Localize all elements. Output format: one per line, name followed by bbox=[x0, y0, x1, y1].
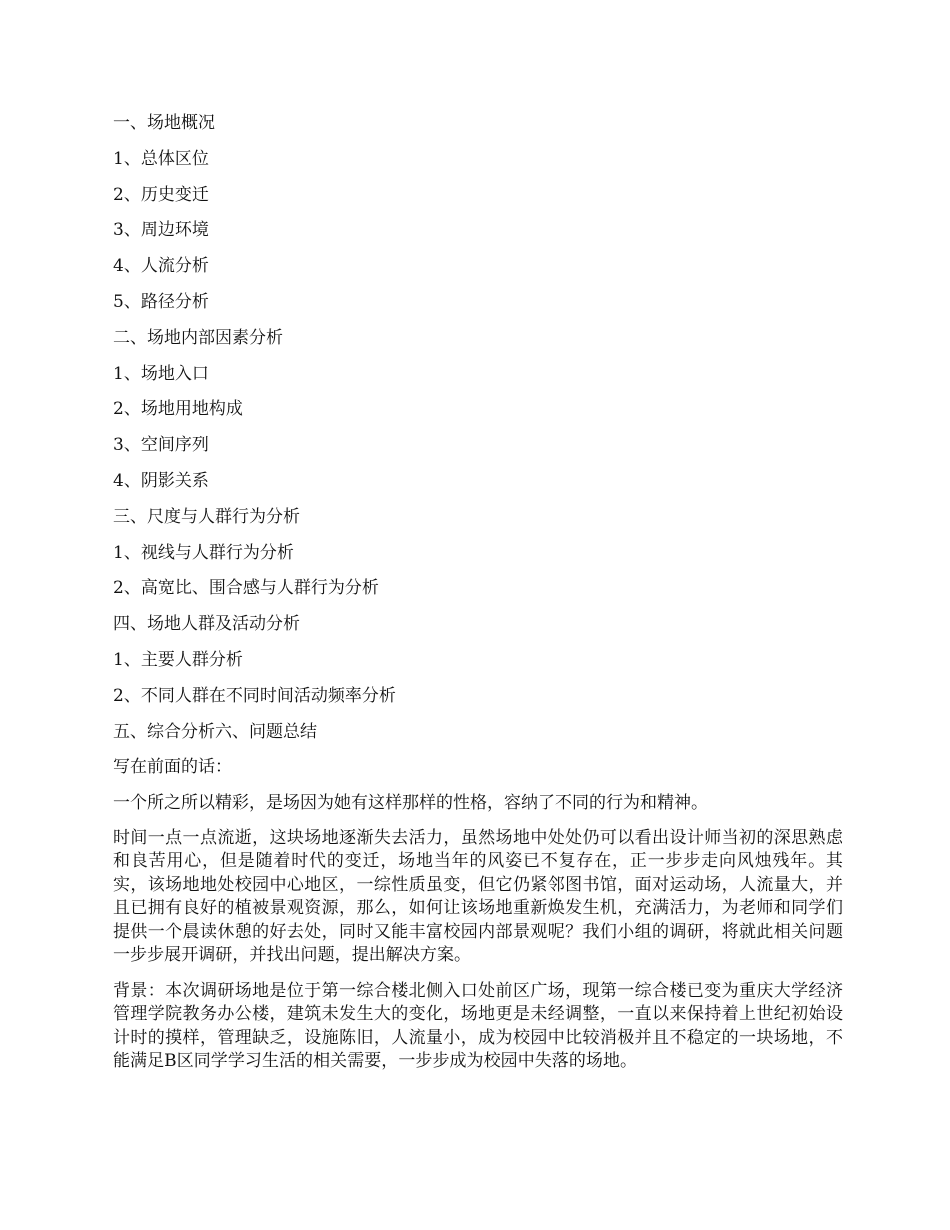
intro-quote: 一个所之所以精彩，是场因为她有这样那样的性格，容纳了不同的行为和精神。 bbox=[113, 793, 708, 814]
outline-item: 4、人流分析 bbox=[113, 256, 209, 277]
outline-item: 3、周边环境 bbox=[113, 220, 209, 241]
intro-paragraph: 时间一点一点流逝，这块场地逐渐失去活力，虽然场地中处处仍可以看出设计师当初的深思熟虑和良苦用心，但是随着时代的变迁，场地当年的风姿已不复存在，正一步步走向风烛残年。其实，该场地地处校园中心地区，一综性质虽变，但它仍紧邻图书馆，面对运动场，人流量大，并且已拥有良好的植被景观资源，那么，如何让该场地重新焕发生机，充满活力，为老师和同学们提供一个晨读休憩的好去处，同时又能丰富校园内部景观呢？我们小组的调研，将就此相关问题一步步展开调研，并找出问题，提出解决方案。 bbox=[113, 827, 843, 966]
outline-item: 2、历史变迁 bbox=[113, 184, 209, 205]
outline-item: 1、主要人群分析 bbox=[113, 649, 243, 670]
outline-section-heading: 一、场地概况 bbox=[113, 113, 215, 133]
background-paragraph: 背景：本次调研场地是位于第一综合楼北侧入口处前区广场，现第一综合楼已变为重庆大学经济管理学院教务办公楼，建筑未发生大的变化，场地更是未经调整，一直以来保持着上世纪初始设计时的摸样，管理缺乏，设施陈旧，人流量小，成为校园中比较消极并且不稳定的一块场地，不能满足B区同学学习生活的相关需要，一步步成为校园中失落的场地。 bbox=[113, 980, 843, 1072]
outline-item: 2、场地用地构成 bbox=[113, 399, 243, 420]
outline-section-heading: 五、综合分析六、问题总结 bbox=[113, 721, 317, 742]
outline-section-heading: 四、场地人群及活动分析 bbox=[113, 614, 300, 635]
outline-item: 2、高宽比、围合感与人群行为分析 bbox=[113, 578, 379, 599]
outline-section-heading: 三、尺度与人群行为分析 bbox=[113, 506, 300, 527]
outline-item: 3、空间序列 bbox=[113, 435, 209, 456]
outline-item: 1、总体区位 bbox=[113, 148, 209, 169]
outline-item: 1、场地入口 bbox=[113, 363, 209, 384]
outline-item: 1、视线与人群行为分析 bbox=[113, 542, 294, 563]
document-page bbox=[113, 111, 843, 1086]
outline-section-heading: 二、场地内部因素分析 bbox=[113, 327, 283, 348]
outline-item: 4、阴影关系 bbox=[113, 470, 209, 491]
intro-heading: 写在前面的话： bbox=[113, 757, 232, 778]
outline-item: 5、路径分析 bbox=[113, 291, 209, 312]
outline-item: 2、不同人群在不同时间活动频率分析 bbox=[113, 685, 396, 706]
